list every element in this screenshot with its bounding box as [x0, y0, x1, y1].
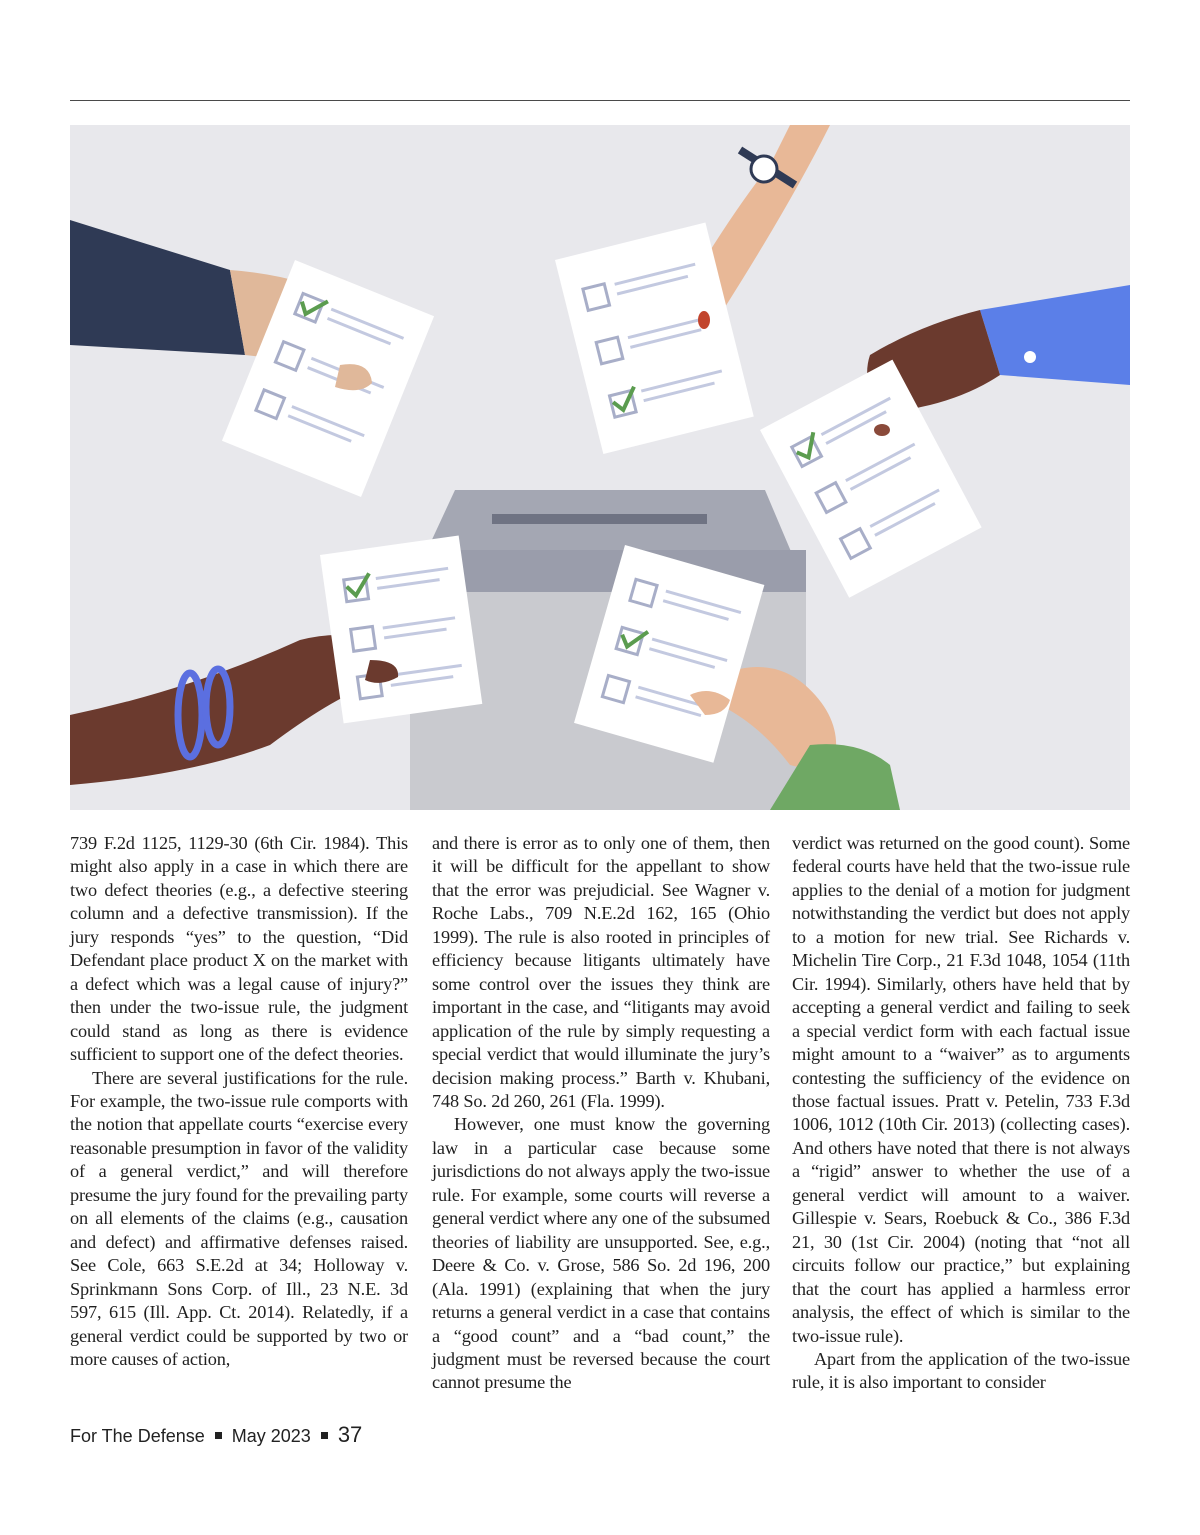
footer-separator: [321, 1432, 328, 1439]
ballot-box-illustration: [70, 125, 1130, 810]
paragraph: Apart from the application of the two-issue rule, it is also important to consider: [792, 1348, 1130, 1393]
issue-date: May 2023: [231, 1426, 311, 1446]
article-column-2: [432, 832, 770, 1395]
article-column-1: [70, 832, 408, 1371]
paragraph: 739 F.2d 1125, 1129-30 (6th Cir. 1984). This might also apply in a case in which there are two defect theories (e.g., a defective steering column and a defective transmission). If the jury responds “yes” to the question, “Did Defendant place product X on the market with a defect which was a legal cause of injury?” then under the two-issue rule, the judgment could stand as long as there is evidence sufficient to support one of the defect theories.: [70, 833, 408, 1065]
page-footer: [70, 1422, 362, 1448]
paragraph: and there is error as to only one of them, then it will be difficult for the appellant to show that the error was prejudicial. See Wagner v. Roche Labs., 709 N.E.2d 162, 165 (Ohio 1999). The rule is also rooted in principles of efficiency because litigants ultimately have some control over the issues they think are important in the case, and “litigants may avoid application of the rule by simply requesting a special verdict that would illuminate the jury’s decision making process.” Barth v. Khubani, 748 So. 2d 260, 261 (Fla. 1999).: [432, 833, 770, 1111]
paragraph: There are several justifications for the rule. For example, the two-issue rule comports with the notion that appellate courts “exercise every reasonable presumption in favor of the validity of a general verdict,” and will therefore presume the jury found for the prevailing party on all elements of the claims (e.g., causation and defect) and affirmative defenses raised. See Cole, 663 S.E.2d at 34; Holloway v. Sprinkmann Sons Corp. of Ill., 23 N.E. 3d 597, 615 (Ill. App. Ct. 2014). Relatedly, if a general verdict could be supported by two or more causes of action,: [70, 1067, 408, 1369]
paragraph: verdict was returned on the good count). Some federal courts have held that the two-issue rule applies to the denial of a motion for judgment notwithstanding the verdict but does not apply to a motion for new trial. See Richards v. Michelin Tire Corp., 21 F.3d 1048, 1054 (11th Cir. 1994). Similarly, others have held that by accepting a general verdict and failing to seek a special verdict form with each factual issue might amount to a “waiver” as to arguments contesting the sufficiency of the evidence on those factual issues. Pratt v. Petelin, 733 F.3d 1006, 1012 (10th Cir. 2013) (collecting cases). And others have noted that there is not always a “rigid” answer to whether the use of a general verdict will amount to a waiver. Gillespie v. Sears, Roebuck & Co., 386 F.3d 21, 30 (1st Cir. 2004) (noting that “not all circuits follow our practice,” but explaining that the court has applied a harmless error analysis, the effect of which is similar to the two-issue rule).: [792, 833, 1130, 1346]
page-number: 37: [337, 1422, 363, 1447]
paragraph: However, one must know the governing law in a particular case because some jurisdictions do not always apply the two-issue rule. For example, some courts will reverse a general verdict where any one of the subsumed theories of liability are unsupported. See, e.g., Deere & Co. v. Grose, 586 So. 2d 196, 200 (Ala. 1991) (explaining that when the jury returns a general verdict in a case that contains a “good count” and a “bad count,” the judgment must be reversed because the court cannot presume the: [432, 1114, 770, 1393]
publication-name: For The Defense: [70, 1426, 205, 1446]
footer-separator: [215, 1432, 222, 1439]
article-column-3: [792, 832, 1130, 1395]
header-rule: [70, 100, 1130, 101]
